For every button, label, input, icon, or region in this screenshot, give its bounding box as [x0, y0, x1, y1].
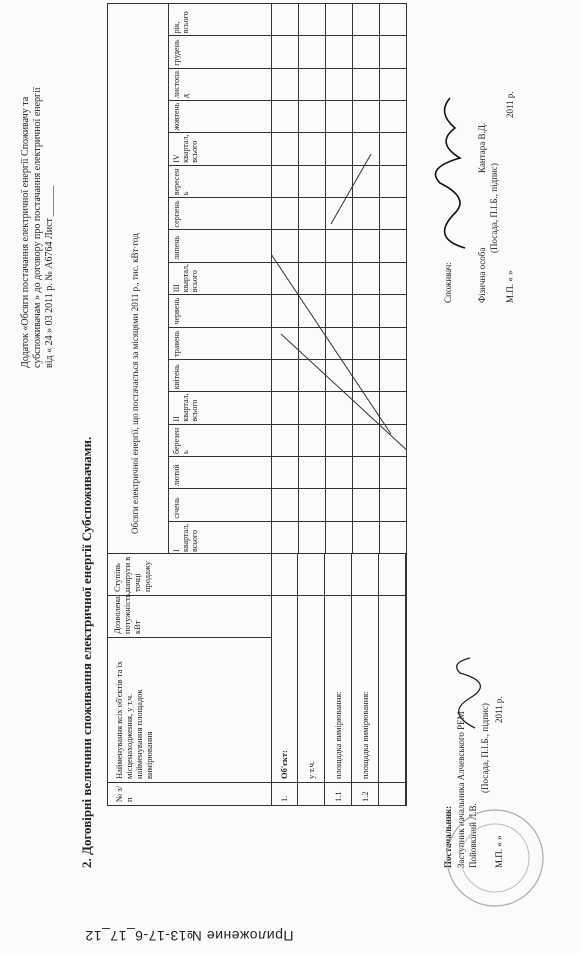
month-header: IV квартал, всього: [172, 134, 199, 163]
supplier-label: Постачальник:: [443, 805, 453, 868]
col-power-header: Дозволена потужність, кВт: [112, 591, 142, 634]
seal-stamp: [440, 803, 550, 913]
month-header: жовтень: [172, 102, 181, 131]
consumer-signature: [425, 93, 485, 253]
row-number: 1.1: [333, 791, 343, 802]
row-number: 1.2: [360, 791, 370, 802]
consumer-year: 2011 р.: [505, 91, 515, 118]
col-name-header: Найменування всіх об'єктів та їх місценаходження, у т.ч. найменування площадок вимірювання: [114, 660, 154, 779]
month-header: грудень: [172, 39, 181, 66]
month-header: березень: [172, 427, 190, 454]
month-header: лютий: [172, 464, 181, 487]
table-row: [271, 554, 298, 805]
supplier-mp: М.П. « »: [494, 835, 504, 868]
month-header: ІІ квартал, всього: [172, 393, 199, 422]
strike-lines: [271, 4, 406, 554]
row-name: площадка вимірювання:: [333, 691, 343, 779]
table-row: [298, 554, 325, 805]
col-name: [108, 637, 271, 783]
table-row: [352, 554, 379, 805]
month-header: квітень: [172, 364, 181, 390]
appendix-line-2: субспоживачам » до договору про постачання електричної енергії: [32, 87, 43, 368]
supplier-caption: (Посада, П.І.Б., підпис): [480, 703, 490, 793]
month-header: січень: [172, 497, 181, 519]
row-name: Об'єкт:: [279, 750, 289, 779]
section-title: 2. Договірні величини споживання електричної енергії Субспоживачами.: [79, 436, 94, 868]
col-no-header: № з/п: [114, 786, 134, 802]
margin-label: Приложение №13-17-6_17_12: [85, 928, 294, 944]
group-header-text: Обсяги електричної енергії, що постачається за місяцями 2011 р., тис. кВт·год: [130, 233, 140, 534]
consumer-caption: (Посада, П.І.Б., підпис): [489, 163, 499, 253]
table-row: [379, 554, 406, 805]
row-number: 1.: [279, 795, 289, 802]
month-header: серпень: [172, 200, 181, 228]
consumer-mp: М.П. « »: [505, 270, 515, 303]
month-header: листопад: [172, 71, 190, 99]
appendix-line-3: від « 24 » 03 2011 р. № А6764 Лист ______: [44, 185, 55, 368]
month-header: травень: [172, 330, 181, 357]
supplier-signature: [440, 653, 490, 733]
month-header: червень: [172, 297, 181, 325]
table-rows: [271, 554, 406, 805]
table-row: [325, 554, 352, 805]
appendix-line-1: Додаток «Обсяги постачання електричної енергії Споживачу та: [20, 96, 31, 368]
month-header: І квартал, всього: [172, 523, 199, 552]
row-name: у т.ч.: [306, 761, 316, 779]
supplier-year: 2011 р.: [494, 696, 504, 723]
month-header: ІІІ квартал, всього: [172, 263, 199, 293]
consumer-person: Фізична особа: [477, 247, 487, 303]
consumer-label: Споживач:: [443, 262, 453, 303]
col-voltage-header: Ступінь напруги в точці продажу: [112, 556, 152, 592]
row-name: площадка вимірювання:: [360, 691, 370, 779]
month-header: рік, всього: [172, 11, 190, 34]
group-header: [108, 4, 169, 554]
consumer-name: Кантара В.Д.: [477, 122, 487, 173]
month-header: вересень: [172, 168, 190, 196]
table-frame: [107, 3, 407, 806]
supplier-name: Пойовкіний Л.В.: [468, 803, 478, 868]
month-header: липень: [172, 235, 181, 260]
supplier-position: Заступник начальника Алчевського РЕМ: [456, 711, 466, 868]
